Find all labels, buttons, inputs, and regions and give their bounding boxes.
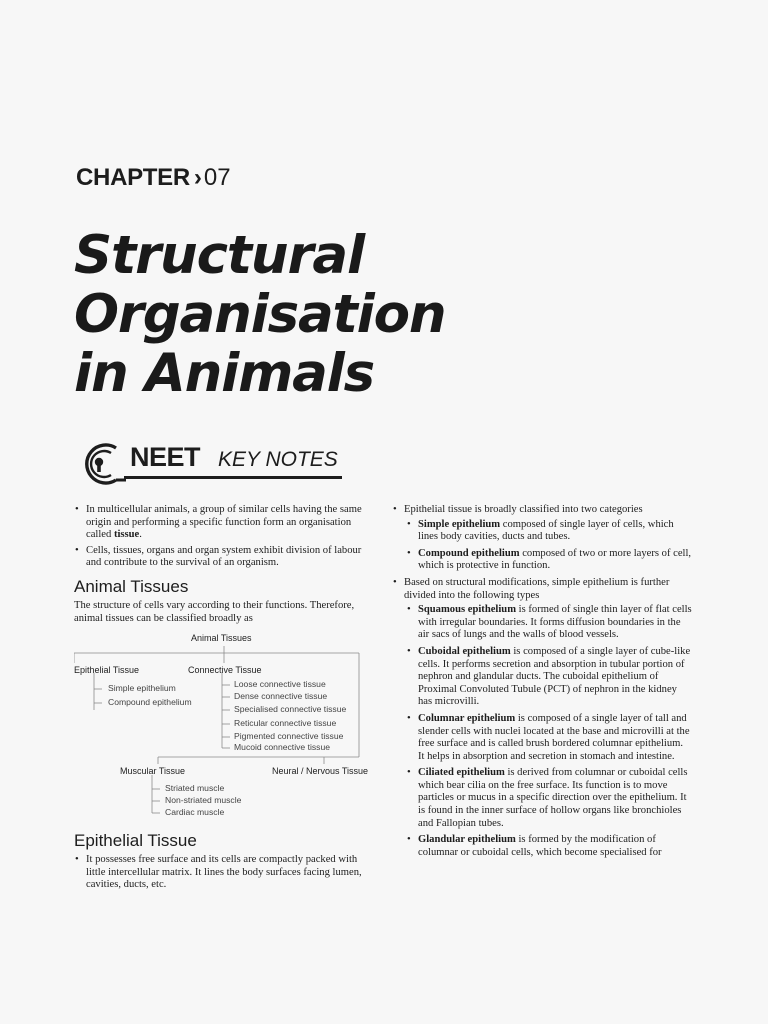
chapter-word: CHAPTER — [76, 164, 190, 191]
tree-leaf: Reticular connective tissue — [234, 718, 337, 729]
neet-key-notes-badge — [76, 440, 346, 488]
list-item: • Compound epithelium composed of two or more layers of cell, which is protective in function. — [404, 548, 692, 573]
epithelial-bullets — [74, 854, 370, 892]
key-notes-word: KEY NOTES — [218, 448, 338, 471]
tree-leaf: Simple epithelium — [108, 683, 176, 694]
tree-node-root: Animal Tissues — [191, 633, 252, 644]
list-item: • It possesses free surface and its cells are compactly packed with little intercellular matrix. It lines the body surfaces facing lumen, cavities, ducts, etc. — [74, 854, 370, 892]
tree-leaf: Pigmented connective tissue — [234, 731, 344, 742]
tree-node-muscular: Muscular Tissue — [120, 766, 186, 777]
badge-underline — [124, 476, 342, 479]
right-bullets — [392, 504, 692, 859]
list-item: • Simple epithelium composed of single layer of cells, which lines body cavities, ducts and tubes. — [404, 519, 692, 544]
list-item: • Squamous epithelium is formed of single thin layer of flat cells with irregular boundaries. It forms diffusion boundaries in the air sacs of lungs and the walls of blood vessels. — [404, 604, 692, 642]
neet-word: NEET — [130, 442, 201, 472]
tree-leaf: Cardiac muscle — [165, 807, 225, 818]
tree-leaf: Mucoid connective tissue — [234, 742, 331, 753]
section-heading-animal-tissues: Animal Tissues — [74, 576, 189, 596]
list-item: • Glandular epithelium is formed by the modification of columnar or cuboidal cells, which become specialised for — [404, 834, 692, 859]
tree-node-connective: Connective Tissue — [188, 665, 262, 676]
chapter-label — [76, 164, 231, 192]
chapter-number: 07 — [203, 164, 231, 191]
chevron-right-icon: › — [193, 164, 202, 191]
tree-leaf: Striated muscle — [165, 783, 225, 794]
tree-leaf: Specialised connective tissue — [234, 704, 347, 715]
list-item: • Epithelial tissue is broadly classified into two categories • Simple epithelium composed of single layer of cells, which lines body cavities, ducts and tubes. • Compound epithelium composed of two or more layers of cell, which is protective in function. — [392, 504, 692, 573]
list-item: • In multicellular animals, a group of similar cells having the same origin and performing a specific function form an organisation called tissue. — [74, 504, 370, 542]
intro-bullets — [74, 504, 370, 570]
tree-node-neural: Neural / Nervous Tissue — [272, 766, 369, 777]
title-line: Organisation — [74, 284, 446, 345]
list-item: • Ciliated epithelium is derived from columnar or cuboidal cells which bear cilia on the free surface. Its function is to move particles or mucus in a specific direction over the epithelium. It is found in the inner surface of hollow organs like bronchioles and Fallopian tubes. — [404, 767, 692, 830]
tree-leaf: Non-striated muscle — [165, 795, 242, 806]
list-item: • Columnar epithelium is composed of a single layer of tall and slender cells with nuclei located at the base and microvilli at the free surface and is called brush bordered columnar epithelium. It helps in absorption and secretion in stomach and intestine. — [404, 713, 692, 763]
tree-leaf: Compound epithelium — [108, 697, 192, 708]
title-line: Structural — [74, 225, 364, 286]
title-line: in Animals — [74, 343, 374, 404]
sub-list — [404, 604, 692, 859]
sub-list — [404, 519, 692, 573]
list-item: • Based on structural modifications, simple epithelium is further divided into the following types • Squamous epithelium is formed of single thin layer of flat cells with irregular boundaries. It forms diffusion boundaries in the air sacs of lungs and the walls of blood vessels. • Cuboidal epithelium is composed of a single layer of cube-like cells. It performs secretion and absorption in tubular portion of nephron and glandular ducts. The cuboidal epithelium of Proximal Convoluted Tubule (PCT) of nephron in the kidney has microvilli. • Columnar epithelium is composed of a single layer of tall and slender cells with nuclei located at the base and microvilli at the free surface and is called brush bordered columnar epithelium. It helps in absorption and secretion in stomach and intestine. • Ciliated epithelium is derived from columnar or cuboidal cells which bear cilia on the free surface. Its function is to move particles or mucus in a specific direction over the epithelium. It is found in the inner surface of hollow organs like bronchioles and Fallopian tubes. • Glandular epithelium is formed by the modification of columnar or cuboidal cells, which become specialised for — [392, 577, 692, 859]
section-heading-epithelial: Epithelial Tissue — [74, 831, 197, 851]
key-lock-icon — [76, 440, 132, 488]
list-item: • Cells, tissues, organs and organ system exhibit division of labour and contribute to the survival of an organism. — [74, 545, 370, 570]
tree-leaf: Dense connective tissue — [234, 691, 328, 702]
tree-leaf: Loose connective tissue — [234, 679, 326, 690]
animal-tissues-tree-diagram — [74, 627, 384, 823]
chapter-title — [74, 226, 634, 403]
right-column — [392, 504, 692, 863]
tree-connectors — [74, 627, 384, 823]
list-item: • Cuboidal epithelium is composed of a single layer of cube-like cells. It performs secretion and absorption in tubular portion of nephron and glandular ducts. The cuboidal epithelium of Proximal Convoluted Tubule (PCT) of nephron in the kidney has microvilli. — [404, 646, 692, 709]
left-column — [74, 504, 370, 895]
animal-tissues-paragraph: The structure of cells vary according to their functions. Therefore, animal tissues can be classified broadly as — [74, 599, 355, 624]
tree-node-epithelial: Epithelial Tissue — [74, 665, 140, 676]
